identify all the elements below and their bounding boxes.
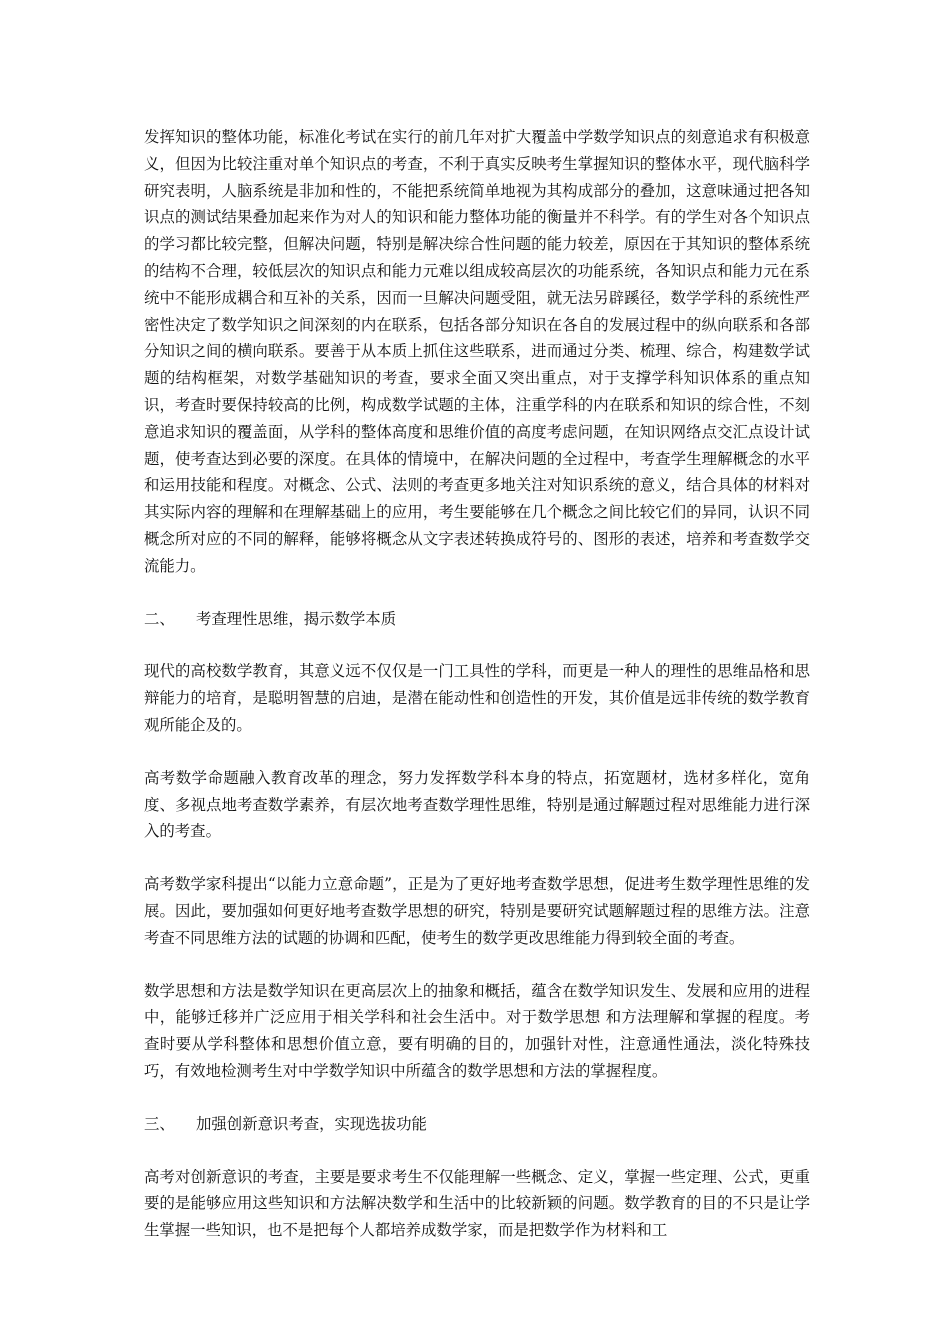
- section-heading-3: [144, 1111, 810, 1138]
- section-heading-2: [144, 606, 810, 633]
- section-number: 二、: [144, 609, 175, 628]
- section-title: 考查理性思维，揭示数学本质: [196, 609, 397, 628]
- paragraph-ability-oriented: 高考数学家科提出“以能力立意命题”，正是为了更好地考查数学思想，促进考生数学理性思维的发展。因此，要加强如何更好地考查数学思想的研究，特别是要研究试题解题过程的思维方法。注意考查不同思维方法的试题的协调和匹配，使考生的数学更改思维能力得到较全面的考查。: [144, 875, 810, 947]
- paragraph-exam-reform: 高考数学命题融入教育改革的理念，努力发挥数学科本身的特点，拓宽题材，选材多样化，宽角度、多视点地考查数学素养，有层次地考查数学理性思维，特别是通过解题过程对思维能力进行深入的考查。: [144, 768, 810, 841]
- document-body: [144, 124, 810, 1270]
- paragraph-math-thinking-methods: 数学思想和方法是数学知识在更高层次上的抽象和概括，蕴含在数学知识发生、发展和应用的进程中，能够迁移并广泛应用于相关学科和社会生活中。对于数学思想 和方法理解和掌握的程度。考查时要从学科整体和思想价值立意，要有明确的目的，加强针对性，注意通性通法，淡化特殊技巧，有效地检测考生对中学数学知识中所蕴含的数学思想和方法的掌握程度。: [144, 981, 810, 1080]
- section-title: 加强创新意识考查，实现选拔功能: [196, 1114, 427, 1133]
- paragraph-innovation: 高考对创新意识的考查，主要是要求考生不仅能理解一些概念、定义，掌握一些定理、公式，更重要的是能够应用这些知识和方法解决数学和生活中的比较新颖的问题。数学教育的目的不只是让学生掌握一些知识，也不是把每个人都培养成数学家，而是把数学作为材料和工: [144, 1167, 810, 1240]
- section-number: 三、: [144, 1114, 175, 1133]
- paragraph-knowledge-integration: 发挥知识的整体功能，标准化考试在实行的前几年对扩大覆盖中学数学知识点的刻意追求有积极意义，但因为比较注重对单个知识点的考查，不利于真实反映考生掌握知识的整体水平，现代脑科学研究表明，人脑系统是非加和性的，不能把系统简单地视为其构成部分的叠加，这意味通过把各知识点的测试结果叠加起来作为对人的知识和能力整体功能的衡量并不科学。有的学生对各个知识点的学习都比较完整，但解决问题，特别是解决综合性问题的能力较差，原因在于其知识的整体系统的结构不合理，较低层次的知识点和能力元难以组成较高层次的功能系统，各知识点和能力元在系统中不能形成耦合和互补的关系，因而一旦解决问题受阻，就无法另辟蹊径，数学学科的系统性严密性决定了数学知识之间深刻的内在联系，包括各部分知识在各自的发展过程中的纵向联系和各部分知识之间的横向联系。要善于从本质上抓住这些联系，进而通过分类、梳理、综合，构建数学试题的结构框架，对数学基础知识的考查，要求全面又突出重点，对于支撑学科知识体系的重点知识，考查时要保持较高的比例，构成数学试题的主体，注重学科的内在联系和知识的综合性，不刻意追求知识的覆盖面，从学科的整体高度和思维价值的高度考虑问题，在知识网络点交汇点设计试题，使考查达到必要的深度。在具体的情境中，在解决问题的全过程中，考查学生理解概念的水平和运用技能和程度。对概念、公式、法则的考查更多地关注对知识系统的意义，结合具体的材料对其实际内容的理解和在理解基础上的应用，考生要能够在几个概念之间比较它们的异同，认识不同概念所对应的不同的解释，能够将概念从文字表述转换成符号的、图形的表述，培养和考查数学交流能力。: [144, 128, 810, 575]
- paragraph-modern-education: 现代的高校数学教育，其意义远不仅仅是一门工具性的学科，而更是一种人的理性的思维品格和思辩能力的培育，是聪明智慧的启迪，是潜在能动性和创造性的开发，其价值是远非传统的数学教育观所能企及的。: [144, 662, 810, 734]
